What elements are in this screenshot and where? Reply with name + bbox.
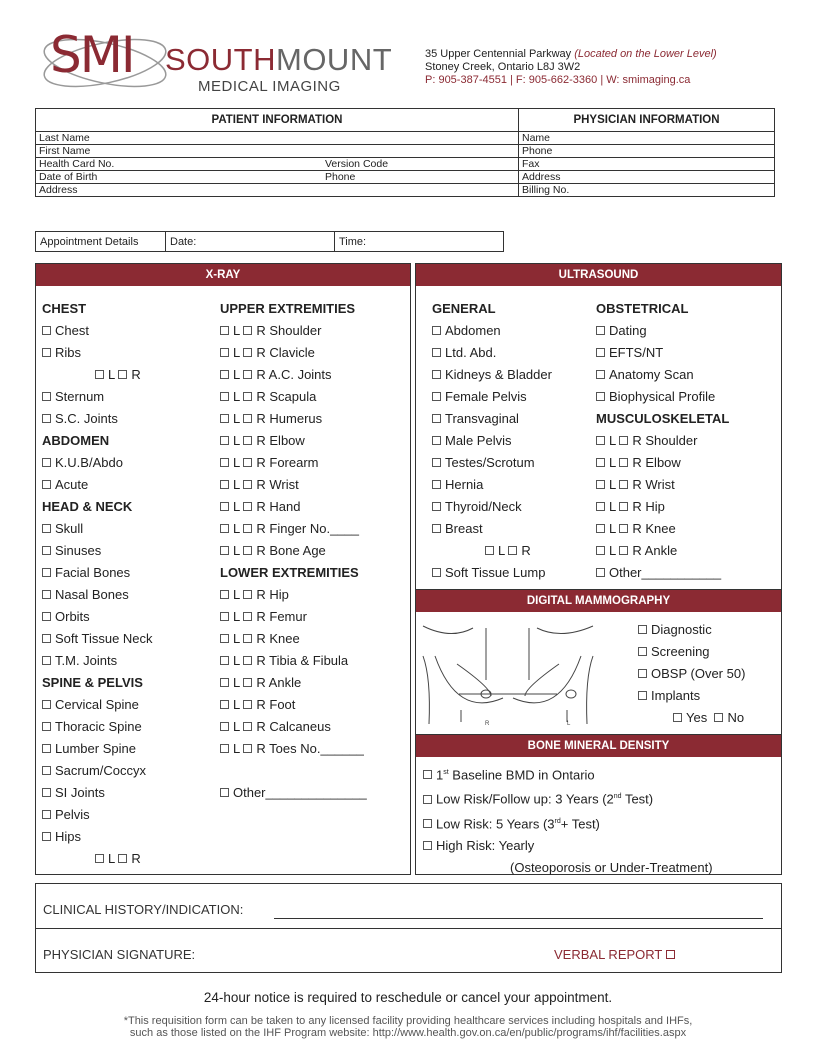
logo-name: SOUTHMOUNT <box>165 42 393 77</box>
abdomen-heading: ABDOMEN <box>42 433 110 448</box>
forearm-left-checkbox[interactable] <box>220 458 229 467</box>
lumber-spine-option[interactable]: Lumber Spine <box>42 738 153 760</box>
health-card-field[interactable]: Health Card No. <box>36 158 323 171</box>
verbal-report[interactable]: VERBAL REPORT <box>554 947 679 962</box>
implants-option[interactable]: Implants <box>638 685 745 707</box>
soft-tissue-neck-option[interactable]: Soft Tissue Neck <box>42 628 153 650</box>
toes-no-option[interactable]: L R Toes No.______ <box>220 738 367 760</box>
ankle-left-checkbox[interactable] <box>220 678 229 687</box>
physician-phone-field[interactable]: Phone <box>519 145 775 158</box>
left-checkbox[interactable] <box>95 370 104 379</box>
wrist-option[interactable]: L R Wrist <box>596 474 729 496</box>
tibia-fibula-option[interactable]: L R Tibia & Fibula <box>220 650 367 672</box>
chest-option[interactable]: Chest <box>42 320 153 342</box>
finger-no-option[interactable]: L R Finger No.____ <box>220 518 367 540</box>
left-checkbox[interactable] <box>485 546 494 555</box>
right-checkbox[interactable] <box>118 370 127 379</box>
ltd-abd-checkbox[interactable] <box>432 348 441 357</box>
shoulder-right-checkbox[interactable] <box>243 326 252 335</box>
foot-right-checkbox[interactable] <box>243 700 252 709</box>
first-name-field[interactable]: First Name <box>36 145 519 158</box>
foot-option[interactable]: L R Foot <box>220 694 367 716</box>
xray-right-list <box>220 298 367 804</box>
bmd-low-risk-3-checkbox[interactable] <box>423 795 432 804</box>
testes-scrotum-checkbox[interactable] <box>432 458 441 467</box>
wrist-right-checkbox[interactable] <box>243 480 252 489</box>
t-m-joints-checkbox[interactable] <box>42 656 51 665</box>
male-pelvis-option[interactable]: Male Pelvis <box>432 430 552 452</box>
reschedule-notice: 24-hour notice is required to reschedule or cancel your appointment. <box>203 990 613 1005</box>
bmd-low-risk-5-checkbox[interactable] <box>423 819 432 828</box>
thoracic-spine-option[interactable]: Thoracic Spine <box>42 716 153 738</box>
wrist-option[interactable]: L R Wrist <box>220 474 367 496</box>
nasal-bones-checkbox[interactable] <box>42 590 51 599</box>
sinuses-option[interactable]: Sinuses <box>42 540 153 562</box>
obstetrical-heading: OBSTETRICAL <box>596 301 689 316</box>
sacrum-coccyx-checkbox[interactable] <box>42 766 51 775</box>
pelvis-option[interactable]: Pelvis <box>42 804 153 826</box>
forearm-right-checkbox[interactable] <box>243 458 252 467</box>
mammography-title: DIGITAL MAMMOGRAPHY <box>416 590 781 612</box>
scapula-left-checkbox[interactable] <box>220 392 229 401</box>
kidneys-bladder-checkbox[interactable] <box>432 370 441 379</box>
physician-address-field[interactable]: Address <box>519 171 775 184</box>
mammography-options <box>638 619 745 707</box>
acute-option[interactable]: Acute <box>42 474 153 496</box>
knee-option[interactable]: L R Knee <box>220 628 367 650</box>
other-option[interactable]: Other___________ <box>596 562 729 584</box>
cervical-spine-option[interactable]: Cervical Spine <box>42 694 153 716</box>
patient-info-title: PATIENT INFORMATION <box>36 109 519 132</box>
ultrasound-section <box>415 263 782 590</box>
sinuses-checkbox[interactable] <box>42 546 51 555</box>
wrist-left-checkbox[interactable] <box>220 480 229 489</box>
hip-left-checkbox[interactable] <box>596 502 605 511</box>
implants-yes-checkbox[interactable] <box>673 713 682 722</box>
breast-option[interactable]: Breast <box>432 518 552 540</box>
upper-extremities-heading: UPPER EXTREMITIES <box>220 301 356 316</box>
implants-no-checkbox[interactable] <box>714 713 723 722</box>
hand-right-checkbox[interactable] <box>243 502 252 511</box>
k-u-b-abdo-option[interactable]: K.U.B/Abdo <box>42 452 153 474</box>
transvaginal-option[interactable]: Transvaginal <box>432 408 552 430</box>
knee-right-checkbox[interactable] <box>619 524 628 533</box>
a-c-joints-right-checkbox[interactable] <box>243 370 252 379</box>
male-pelvis-checkbox[interactable] <box>432 436 441 445</box>
hernia-checkbox[interactable] <box>432 480 441 489</box>
obsp-over-50-checkbox[interactable] <box>638 669 647 678</box>
diagram-right-label: R <box>485 721 490 727</box>
verbal-report-checkbox[interactable] <box>666 950 675 959</box>
hips-checkbox[interactable] <box>42 832 51 841</box>
elbow-option[interactable]: L R Elbow <box>220 430 367 452</box>
t-m-joints-option[interactable]: T.M. Joints <box>42 650 153 672</box>
diagnostic-checkbox[interactable] <box>638 625 647 634</box>
bone-age-option[interactable]: L R Bone Age <box>220 540 367 562</box>
musculoskeletal-heading: MUSCULOSKELETAL <box>596 411 730 426</box>
finger-no-right-checkbox[interactable] <box>243 524 252 533</box>
elbow-right-checkbox[interactable] <box>619 458 628 467</box>
physician-signature-label: PHYSICIAN SIGNATURE: <box>43 947 196 962</box>
soft-tissue-neck-checkbox[interactable] <box>42 634 51 643</box>
xray-left-list <box>42 298 153 870</box>
female-pelvis-checkbox[interactable] <box>432 392 441 401</box>
hip-right-checkbox[interactable] <box>619 502 628 511</box>
last-name-field[interactable]: Last Name <box>36 132 519 145</box>
hand-left-checkbox[interactable] <box>220 502 229 511</box>
ltd-abd-option[interactable]: Ltd. Abd. <box>432 342 552 364</box>
xray-title: X-RAY <box>36 264 410 286</box>
soft-tissue-lump-option[interactable]: Soft Tissue Lump <box>432 562 552 584</box>
ankle-left-checkbox[interactable] <box>596 546 605 555</box>
cervical-spine-checkbox[interactable] <box>42 700 51 709</box>
general-heading: GENERAL <box>432 301 496 316</box>
knee-left-checkbox[interactable] <box>220 634 229 643</box>
physician-name-field[interactable]: Name <box>519 132 775 145</box>
left-right-choice: L R <box>432 540 552 562</box>
sternum-checkbox[interactable] <box>42 392 51 401</box>
clavicle-option[interactable]: L R Clavicle <box>220 342 367 364</box>
orbits-option[interactable]: Orbits <box>42 606 153 628</box>
hernia-option[interactable]: Hernia <box>432 474 552 496</box>
diagnostic-option[interactable]: Diagnostic <box>638 619 745 641</box>
thoracic-spine-checkbox[interactable] <box>42 722 51 731</box>
knee-right-checkbox[interactable] <box>243 634 252 643</box>
facial-bones-checkbox[interactable] <box>42 568 51 577</box>
screening-option[interactable]: Screening <box>638 641 745 663</box>
thyroid-neck-checkbox[interactable] <box>432 502 441 511</box>
clavicle-right-checkbox[interactable] <box>243 348 252 357</box>
billing-no-field[interactable]: Billing No. <box>519 184 775 197</box>
wrist-left-checkbox[interactable] <box>596 480 605 489</box>
shoulder-option[interactable]: L R Shoulder <box>596 430 729 452</box>
bmd-options <box>423 762 713 879</box>
elbow-right-checkbox[interactable] <box>243 436 252 445</box>
female-pelvis-option[interactable]: Female Pelvis <box>432 386 552 408</box>
forearm-option[interactable]: L R Forearm <box>220 452 367 474</box>
clinical-history-line[interactable] <box>274 917 763 919</box>
lumber-spine-checkbox[interactable] <box>42 744 51 753</box>
si-joints-checkbox[interactable] <box>42 788 51 797</box>
ankle-right-checkbox[interactable] <box>243 678 252 687</box>
tibia-fibula-right-checkbox[interactable] <box>243 656 252 665</box>
skull-checkbox[interactable] <box>42 524 51 533</box>
anatomy-scan-checkbox[interactable] <box>596 370 605 379</box>
wrist-right-checkbox[interactable] <box>619 480 628 489</box>
ankle-right-checkbox[interactable] <box>619 546 628 555</box>
other-checkbox[interactable] <box>596 568 605 577</box>
head-neck-heading: HEAD & NECK <box>42 499 133 514</box>
hips-option[interactable]: Hips <box>42 826 153 848</box>
transvaginal-checkbox[interactable] <box>432 414 441 423</box>
bmd-title: BONE MINERAL DENSITY <box>416 735 781 757</box>
ankle-option[interactable]: L R Ankle <box>220 672 367 694</box>
dating-checkbox[interactable] <box>596 326 605 335</box>
knee-option[interactable]: L R Knee <box>596 518 729 540</box>
patient-physician-table <box>35 108 775 197</box>
femur-left-checkbox[interactable] <box>220 612 229 621</box>
clinical-signature-box <box>35 883 782 973</box>
bmd-low-risk-3[interactable]: Low Risk/Follow up: 3 Years (2nd Test) <box>423 786 713 810</box>
dating-option[interactable]: Dating <box>596 320 729 342</box>
physician-signature-field[interactable] <box>236 942 536 962</box>
appointment-label: Appointment Details <box>36 232 166 252</box>
scapula-option[interactable]: L R Scapula <box>220 386 367 408</box>
acute-checkbox[interactable] <box>42 480 51 489</box>
chest-checkbox[interactable] <box>42 326 51 335</box>
screening-checkbox[interactable] <box>638 647 647 656</box>
implants-yes-no: Yes No <box>673 707 744 729</box>
bmd-high-risk-checkbox[interactable] <box>423 841 432 850</box>
xray-section <box>35 263 411 875</box>
ribs-option[interactable]: Ribs <box>42 342 153 364</box>
shoulder-left-checkbox[interactable] <box>220 326 229 335</box>
a-c-joints-left-checkbox[interactable] <box>220 370 229 379</box>
foot-left-checkbox[interactable] <box>220 700 229 709</box>
thyroid-neck-option[interactable]: Thyroid/Neck <box>432 496 552 518</box>
bmd-baseline-checkbox[interactable] <box>423 770 432 779</box>
logo-subtitle: MEDICAL IMAGING <box>198 78 341 95</box>
ribs-checkbox[interactable] <box>42 348 51 357</box>
kidneys-bladder-option[interactable]: Kidneys & Bladder <box>432 364 552 386</box>
knee-left-checkbox[interactable] <box>596 524 605 533</box>
biophysical-profile-checkbox[interactable] <box>596 392 605 401</box>
hand-option[interactable]: L R Hand <box>220 496 367 518</box>
anatomy-scan-option[interactable]: Anatomy Scan <box>596 364 729 386</box>
humerus-option[interactable]: L R Humerus <box>220 408 367 430</box>
femur-right-checkbox[interactable] <box>243 612 252 621</box>
breast-diagram-icon <box>421 618 621 730</box>
s-c-joints-option[interactable]: S.C. Joints <box>42 408 153 430</box>
bone-age-right-checkbox[interactable] <box>243 546 252 555</box>
soft-tissue-lump-checkbox[interactable] <box>432 568 441 577</box>
dob-field[interactable]: Date of Birth <box>36 171 323 184</box>
hip-option[interactable]: L R Hip <box>220 584 367 606</box>
other-checkbox[interactable] <box>220 788 229 797</box>
shoulder-option[interactable]: L R Shoulder <box>220 320 367 342</box>
elbow-left-checkbox[interactable] <box>220 436 229 445</box>
s-c-joints-checkbox[interactable] <box>42 414 51 423</box>
bone-age-left-checkbox[interactable] <box>220 546 229 555</box>
orbits-checkbox[interactable] <box>42 612 51 621</box>
abdomen-option[interactable]: Abdomen <box>432 320 552 342</box>
fine-print: *This requisition form can be taken to any licensed facility providing healthcare services including hospitals and IHFs, such as those listed on the IHF Program website: http://www.health.gov.on.ca/en/public/programs/ihf/facilities.aspx <box>123 1015 693 1039</box>
patient-address-field[interactable]: Address <box>36 184 519 197</box>
appointment-details <box>35 231 504 252</box>
finger-no-left-checkbox[interactable] <box>220 524 229 533</box>
appointment-time-field[interactable]: Time: <box>335 232 504 252</box>
bmd-baseline[interactable]: 1st Baseline BMD in Ontario <box>423 762 713 786</box>
physician-info-title: PHYSICIAN INFORMATION <box>519 109 775 132</box>
ultrasound-title: ULTRASOUND <box>416 264 781 286</box>
logo-abbr: SMI <box>50 26 134 84</box>
obsp-over-50-option[interactable]: OBSP (Over 50) <box>638 663 745 685</box>
implants-checkbox[interactable] <box>638 691 647 700</box>
abdomen-checkbox[interactable] <box>432 326 441 335</box>
right-checkbox[interactable] <box>118 854 127 863</box>
right-checkbox[interactable] <box>508 546 517 555</box>
physician-fax-field[interactable]: Fax <box>519 158 775 171</box>
clavicle-left-checkbox[interactable] <box>220 348 229 357</box>
k-u-b-abdo-checkbox[interactable] <box>42 458 51 467</box>
efts-nt-checkbox[interactable] <box>596 348 605 357</box>
nasal-bones-option[interactable]: Nasal Bones <box>42 584 153 606</box>
clinic-contact: P: 905-387-4551 | F: 905-662-3360 | W: smimaging.ca <box>425 74 691 86</box>
a-c-joints-option[interactable]: L R A.C. Joints <box>220 364 367 386</box>
toes-no-left-checkbox[interactable] <box>220 744 229 753</box>
breast-checkbox[interactable] <box>432 524 441 533</box>
tibia-fibula-left-checkbox[interactable] <box>220 656 229 665</box>
hip-option[interactable]: L R Hip <box>596 496 729 518</box>
si-joints-option[interactable]: SI Joints <box>42 782 153 804</box>
shoulder-left-checkbox[interactable] <box>596 436 605 445</box>
clinical-history-label: CLINICAL HISTORY/INDICATION: <box>43 902 244 917</box>
ankle-option[interactable]: L R Ankle <box>596 540 729 562</box>
clinic-address: 35 Upper Centennial Parkway (Located on the Lower Level) Stoney Creek, Ontario L8J 3W2 P: 905-387-4551 | F: 905-662-3360 | W: smimaging.ca <box>425 48 717 86</box>
spine-pelvis-heading: SPINE & PELVIS <box>42 675 143 690</box>
biophysical-profile-option[interactable]: Biophysical Profile <box>596 386 729 408</box>
left-right-choice: L R <box>42 364 153 386</box>
facial-bones-option[interactable]: Facial Bones <box>42 562 153 584</box>
left-checkbox[interactable] <box>95 854 104 863</box>
appointment-date-field[interactable]: Date: <box>166 232 335 252</box>
hip-right-checkbox[interactable] <box>243 590 252 599</box>
version-code-field[interactable]: Version Code <box>322 158 519 171</box>
efts-nt-option[interactable]: EFTS/NT <box>596 342 729 364</box>
left-right-choice: L R <box>42 848 153 870</box>
spacer <box>220 760 367 782</box>
scapula-right-checkbox[interactable] <box>243 392 252 401</box>
calcaneus-option[interactable]: L R Calcaneus <box>220 716 367 738</box>
pelvis-checkbox[interactable] <box>42 810 51 819</box>
calcaneus-left-checkbox[interactable] <box>220 722 229 731</box>
other-option[interactable]: Other______________ <box>220 782 367 804</box>
skull-option[interactable]: Skull <box>42 518 153 540</box>
diagram-left-label: L <box>567 721 571 727</box>
mammography-section <box>415 589 782 735</box>
shoulder-right-checkbox[interactable] <box>619 436 628 445</box>
lower-extremities-heading: LOWER EXTREMITIES <box>220 565 359 580</box>
ultrasound-right-list <box>596 298 729 584</box>
hip-left-checkbox[interactable] <box>220 590 229 599</box>
toes-no-right-checkbox[interactable] <box>243 744 252 753</box>
chest-heading: CHEST <box>42 301 87 316</box>
femur-option[interactable]: L R Femur <box>220 606 367 628</box>
elbow-left-checkbox[interactable] <box>596 458 605 467</box>
ultrasound-left-list <box>432 298 552 584</box>
calcaneus-right-checkbox[interactable] <box>243 722 252 731</box>
bmd-section <box>415 734 782 875</box>
humerus-left-checkbox[interactable] <box>220 414 229 423</box>
bmd-note: (Osteoporosis or Under-Treatment) <box>510 859 713 875</box>
elbow-option[interactable]: L R Elbow <box>596 452 729 474</box>
patient-phone-field[interactable]: Phone <box>322 171 519 184</box>
sternum-option[interactable]: Sternum <box>42 386 153 408</box>
humerus-right-checkbox[interactable] <box>243 414 252 423</box>
bmd-low-risk-5[interactable]: Low Risk: 5 Years (3rd+ Test) <box>423 811 713 835</box>
sacrum-coccyx-option[interactable]: Sacrum/Coccyx <box>42 760 153 782</box>
testes-scrotum-option[interactable]: Testes/Scrotum <box>432 452 552 474</box>
bmd-high-risk[interactable]: High Risk: Yearly <box>423 835 713 857</box>
